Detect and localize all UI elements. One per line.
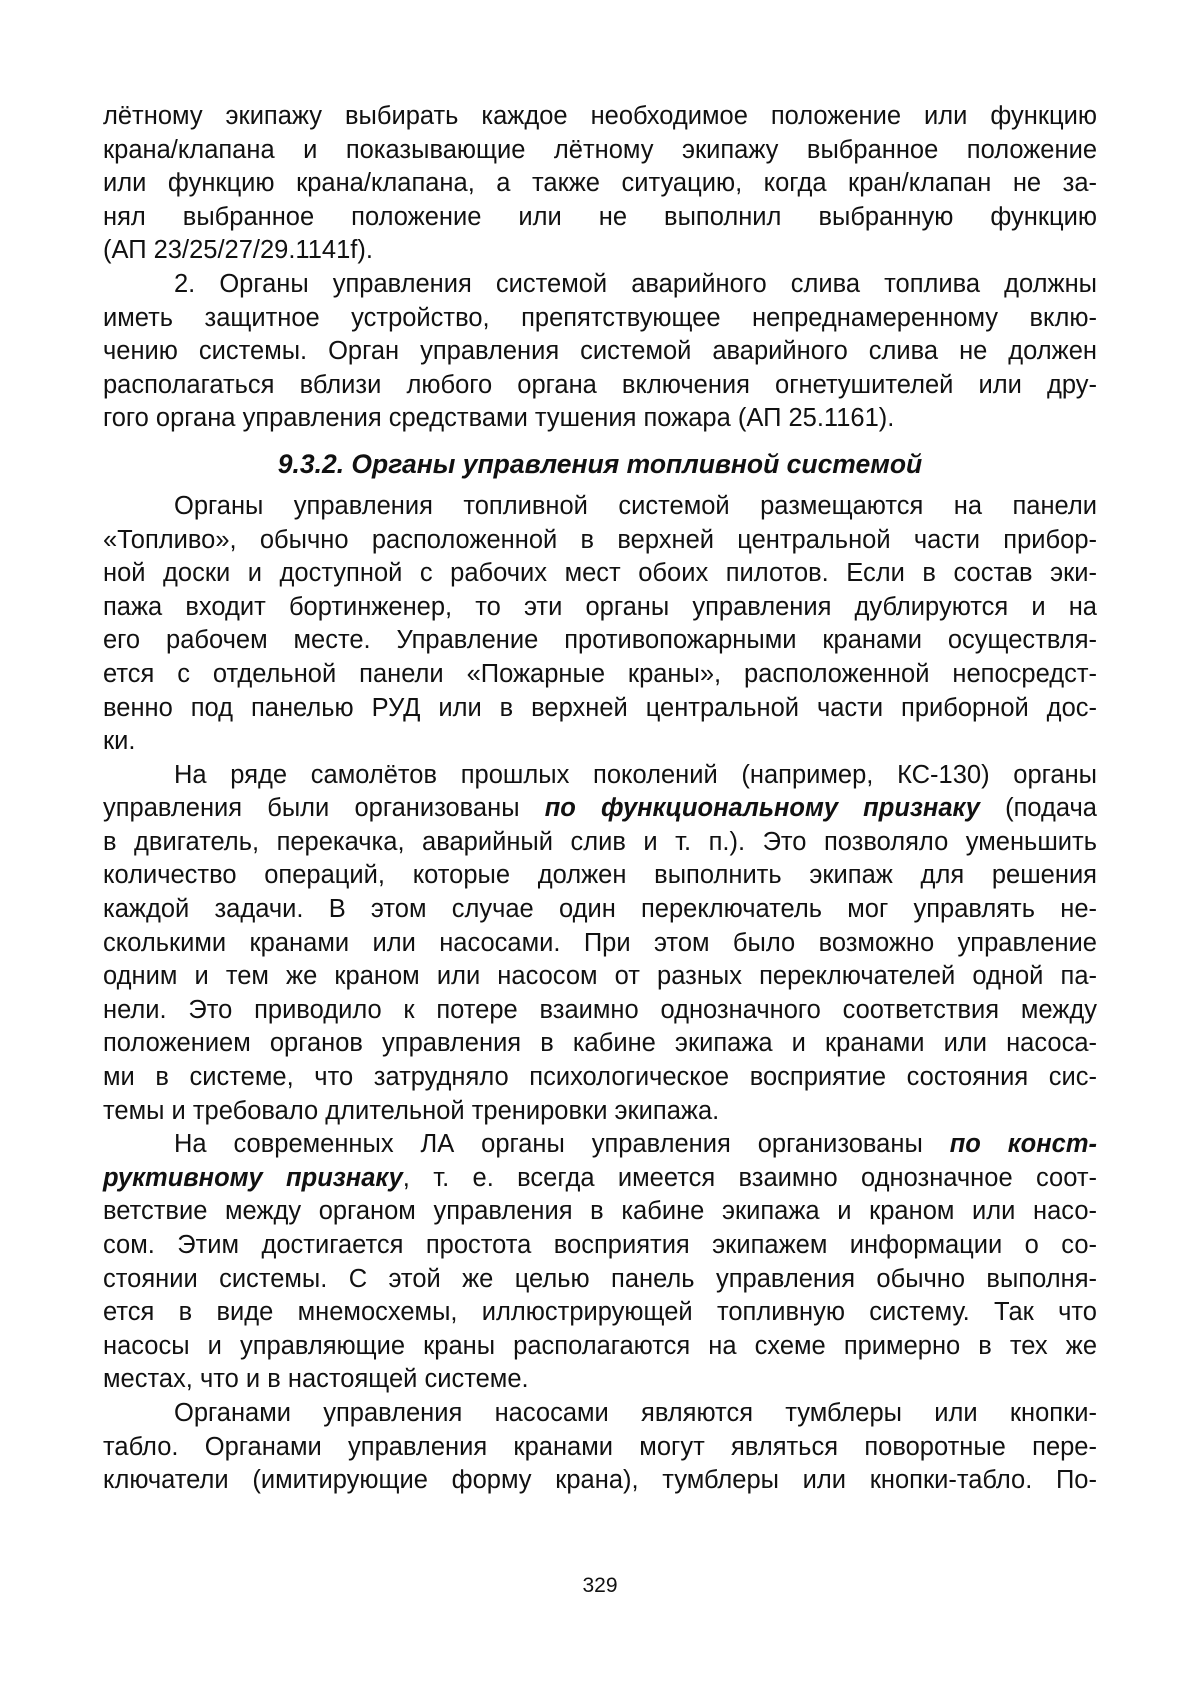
page-body	[103, 100, 1097, 1498]
text-line: ки.	[103, 727, 136, 756]
text-line: нели. Это приводило к потере взаимно однозначного соответствия между	[103, 995, 1097, 1024]
text-line	[103, 792, 1097, 826]
paragraph-controls	[103, 1397, 1097, 1498]
text-line: Органы управления топливной системой размещаются на панели	[174, 491, 1097, 520]
text-line: положением органов управления в кабине экипажа и кранами или насоса-	[103, 1029, 1097, 1058]
text-line: количество операций, которые должен выполнить экипаж для решения	[103, 861, 1097, 890]
text-line: темы и требовало длительной тренировки экипажа.	[103, 1096, 720, 1125]
text-line: табло. Органами управления кранами могут являться поворотные пере-	[103, 1432, 1097, 1461]
paragraph-fuel-panel	[103, 490, 1097, 759]
text-run: (подача	[979, 794, 1097, 823]
text-line: На ряде самолётов прошлых поколений (например, КС-130) органы	[174, 760, 1097, 789]
text-line: 2. Органы управления системой аварийного слива топлива должны	[174, 269, 1097, 298]
text-line: ной доски и доступной с рабочих мест обоих пилотов. Если в состав эки-	[103, 559, 1097, 588]
text-run: , т. е. всегда имеется взаимно однозначное соот-	[402, 1163, 1097, 1192]
page-number: 329	[582, 1574, 618, 1597]
paragraph-constructive-principle	[103, 1128, 1097, 1397]
text-line: его рабочем месте. Управление противопожарными кранами осуществля-	[103, 626, 1097, 655]
text-line: ется в виде мнемосхемы, иллюстрирующей топливную систему. Так что	[103, 1298, 1097, 1327]
text-line: «Топливо», обычно расположенной в верхней центральной части прибор-	[103, 525, 1097, 554]
text-line: местах, что и в настоящей системе.	[103, 1365, 529, 1394]
section-heading: 9.3.2. Органы управления топливной системой	[277, 448, 923, 479]
text-line: (АП 23/25/27/29.1141f).	[103, 236, 373, 265]
text-line: в двигатель, перекачка, аварийный слив и т. п.). Это позволяло уменьшить	[103, 827, 1097, 856]
text-run: управления были организованы	[103, 794, 545, 823]
text-line: ветствие между органом управления в кабине экипажа и краном или насо-	[103, 1197, 1097, 1226]
text-line: венно под панелью РУД или в верхней центральной части приборной дос-	[103, 693, 1097, 722]
text-line: сколькими кранами или насосами. При этом было возможно управление	[103, 928, 1097, 957]
text-line: крана/клапана и показывающие лётному экипажу выбранное положение	[103, 135, 1097, 164]
text-line: ключатели (имитирующие форму крана), тумблеры или кнопки-табло. По-	[103, 1466, 1097, 1495]
emphasis-term: руктивному признаку	[103, 1163, 403, 1192]
text-line	[103, 1162, 1097, 1196]
text-line: ется с отдельной панели «Пожарные краны», расположенной непосредст-	[103, 659, 1097, 688]
text-line: пажа входит бортинженер, то эти органы управления дублируются и на	[103, 592, 1097, 621]
text-line: сом. Этим достигается простота восприятия экипажем информации о со-	[103, 1231, 1097, 1259]
text-run: На современных ЛА органы управления организованы	[174, 1130, 950, 1159]
emphasis-term: по функциональному признаку	[544, 794, 980, 823]
text-line: Органами управления насосами являются тумблеры или кнопки-	[174, 1398, 1097, 1427]
text-line: или функцию крана/клапана, а также ситуацию, когда кран/клапан не за-	[103, 169, 1097, 198]
text-line	[103, 1128, 1097, 1162]
text-line: чению системы. Орган управления системой аварийного слива не должен	[103, 337, 1097, 366]
intro-paragraph	[103, 100, 1097, 268]
text-line: нял выбранное положение или не выполнил выбранную функцию	[103, 202, 1097, 231]
text-line: каждой задачи. В этом случае один переключатель мог управлять не-	[103, 895, 1097, 924]
text-line: иметь защитное устройство, препятствующее непреднамеренному вклю-	[103, 303, 1097, 332]
text-line: одним и тем же краном или насосом от разных переключателей одной па-	[103, 962, 1097, 991]
text-line: гого органа управления средствами тушения пожара (АП 25.1161).	[103, 404, 895, 433]
item-2-paragraph	[103, 268, 1097, 436]
paragraph-functional-principle	[103, 759, 1097, 1129]
text-line: лётному экипажу выбирать каждое необходимое положение или функцию	[103, 102, 1097, 130]
text-line: располагаться вблизи любого органа включения огнетушителей или дру-	[103, 370, 1097, 399]
emphasis-term: по конст-	[949, 1130, 1097, 1159]
text-line: ми в системе, что затрудняло психологическое восприятие состояния сис-	[103, 1063, 1097, 1092]
text-line: стоянии системы. С этой же целью панель управления обычно выполня-	[103, 1264, 1097, 1293]
text-line: насосы и управляющие краны располагаются на схеме примерно в тех же	[103, 1331, 1097, 1360]
